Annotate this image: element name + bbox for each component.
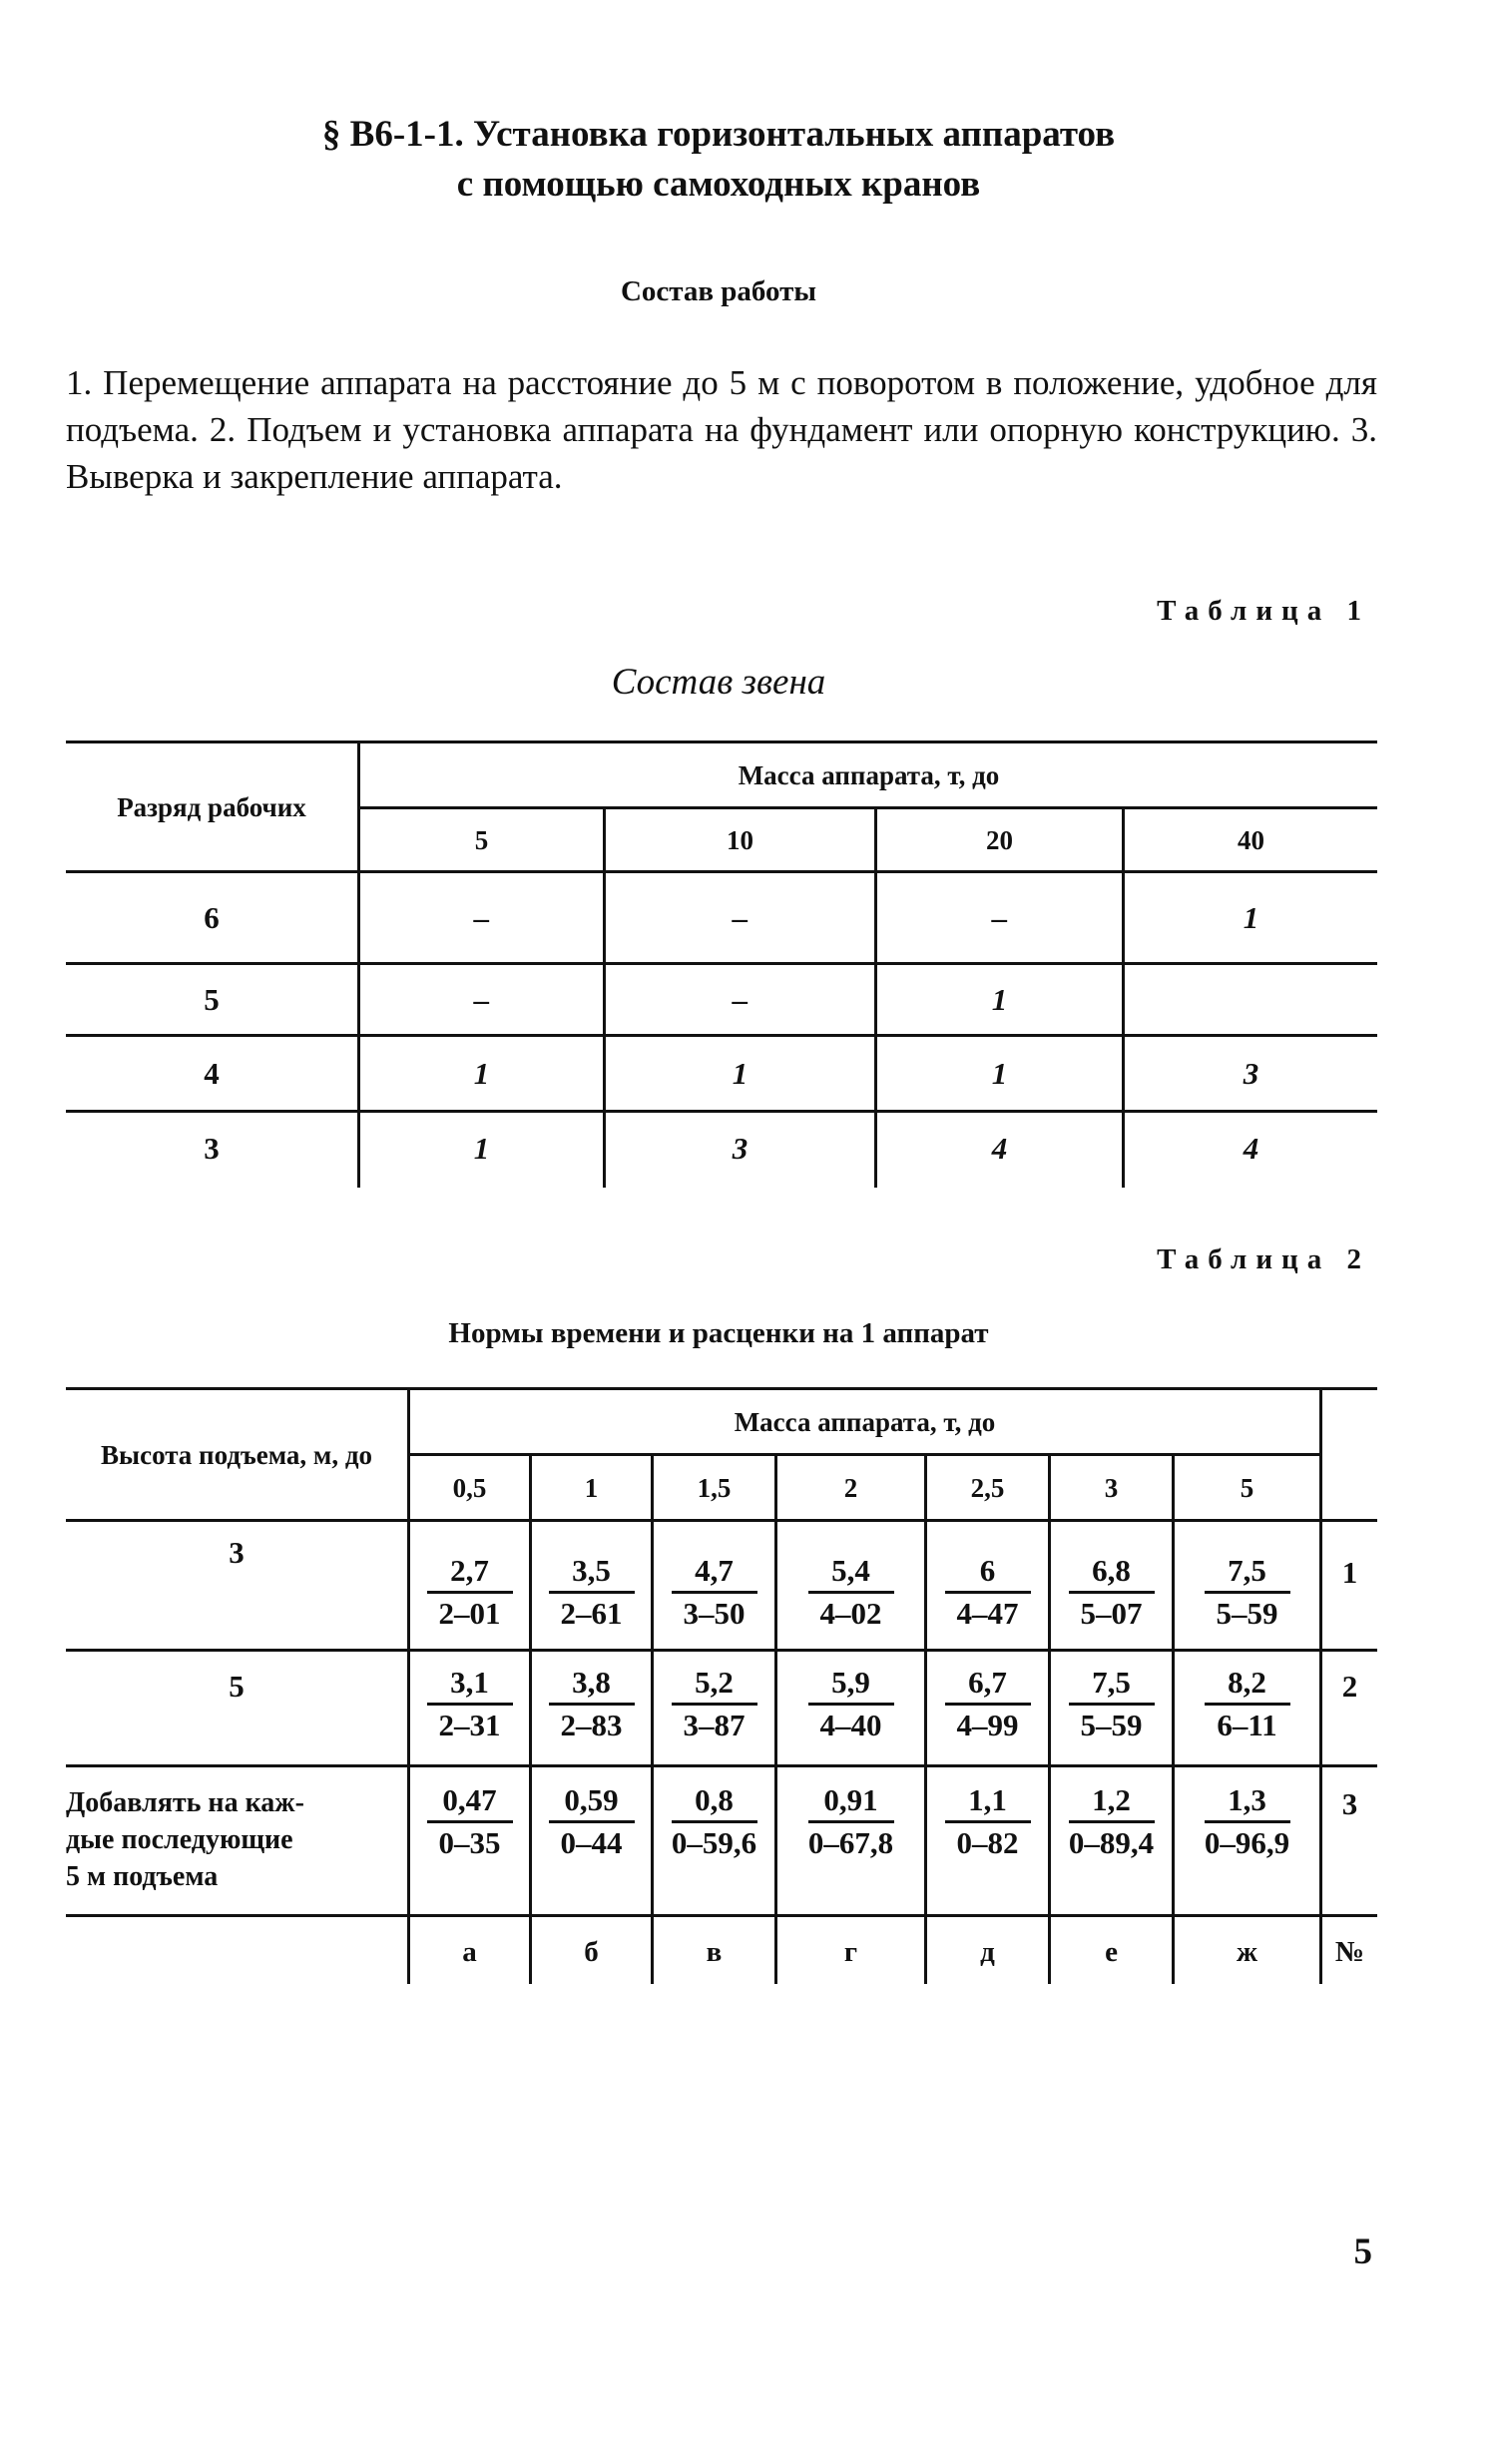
rate-cell: $\frac{7,5}{5-59}$ (1051, 1665, 1172, 1743)
rate-cell: $\frac{1,1}{0-82}$ (927, 1782, 1048, 1861)
table1-cell: 1 (991, 981, 1008, 1017)
table1-caption: Состав звена (611, 662, 826, 703)
table1-col-20: 20 (986, 824, 1013, 855)
row-number: 2 (1341, 1669, 1358, 1704)
table1-cell: 1 (473, 1131, 490, 1166)
table2-col: 1 (584, 1472, 599, 1503)
rate-cell: $\frac{2,7}{2-01}$ (410, 1553, 529, 1632)
rate-cell: $\frac{5,4}{4-02}$ (777, 1553, 924, 1632)
work-heading: Состав работы (620, 275, 817, 307)
table2-col: 2 (843, 1472, 858, 1503)
rate-cell: $\frac{4,7}{3-50}$ (654, 1553, 774, 1632)
table1-cell: – (732, 981, 748, 1017)
column-letter: ж (1236, 1936, 1258, 1968)
table1-group-header: Масса аппарата, т, до (738, 759, 1000, 790)
table2-row-header: Высота подъема, м, до (101, 1439, 372, 1470)
rate-cell: $\frac{1,2}{0-89,4}$ (1068, 1782, 1155, 1860)
section-title-line1: § В6-1-1. Установка горизонтальных аппаратов (321, 114, 1116, 155)
rate-cell: $\frac{0,47}{0-35}$ (410, 1782, 529, 1861)
table1-col-40: 40 (1238, 824, 1264, 855)
table1-cell: 1 (732, 1055, 748, 1091)
table1-grade-4: 4 (204, 1055, 220, 1091)
table1-grade-6: 6 (204, 899, 220, 935)
table2-additional-label: Добавлять на каж- дые последующие 5 м подъема (66, 1787, 304, 1892)
number-column-label: № (1334, 1936, 1365, 1968)
table1-label: Таблица 1 (1157, 595, 1370, 627)
table2-col: 0,5 (452, 1472, 487, 1503)
row-number: 1 (1341, 1555, 1358, 1590)
table2-col: 3 (1104, 1472, 1119, 1503)
table2-height-5: 5 (229, 1669, 245, 1704)
rate-cell: $\frac{5,2}{3-87}$ (654, 1665, 774, 1743)
table1-cell: 3 (1243, 1055, 1259, 1091)
table2-col: 1,5 (697, 1472, 732, 1503)
table1-grade-3: 3 (204, 1131, 220, 1166)
table1-cell (1125, 965, 1377, 1034)
table1-cell: 1 (1243, 899, 1259, 935)
rate-cell: $\frac{3,8}{2-83}$ (532, 1665, 651, 1743)
table1-grade-5: 5 (204, 981, 220, 1017)
column-letter: б (584, 1936, 599, 1968)
table1-col-10: 10 (727, 824, 753, 855)
column-letter: а (462, 1936, 477, 1968)
table1-cell: – (732, 899, 748, 935)
rate-cell: $\frac{6,8}{5-07}$ (1051, 1553, 1172, 1632)
table1-cell: – (473, 981, 490, 1017)
work-description: 1. Перемещение аппарата на расстояние до 5 м с поворотом в положение, удобное для подъема. 2. Подъем и установка аппарата на фундамент или опорную конструкцию. 3. Выверка и закрепление аппарата. (66, 363, 1377, 496)
section-title-line2: с помощью самоходных кранов (456, 164, 981, 205)
row-number: 3 (1341, 1786, 1358, 1821)
table1-cell: 1 (991, 1055, 1008, 1091)
rate-cell: $\frac{0,59}{0-44}$ (532, 1782, 651, 1861)
column-letter: д (980, 1936, 995, 1968)
table1-row-header: Разряд рабочих (117, 791, 306, 822)
table2-group-header: Масса аппарата, т, до (734, 1406, 996, 1437)
rate-cell: $\frac{7,5}{5-59}$ (1175, 1553, 1319, 1632)
table1-cell: – (473, 899, 490, 935)
rate-cell: $\frac{3,1}{2-31}$ (410, 1665, 529, 1743)
rate-cell: $\frac{6}{4-47}$ (927, 1553, 1048, 1632)
rate-cell: $\frac{6,7}{4-99}$ (927, 1665, 1048, 1743)
table1-cell: 4 (1243, 1131, 1259, 1166)
table1-cell: 4 (991, 1131, 1008, 1166)
table2-label: Таблица 2 (1157, 1243, 1370, 1275)
table1-cell: 1 (473, 1055, 490, 1091)
rate-cell: $\frac{5,9}{4-40}$ (777, 1665, 924, 1743)
table1-col-5: 5 (474, 824, 489, 855)
page-number: 5 (1353, 2231, 1372, 2272)
table2-col: 5 (1240, 1472, 1254, 1503)
table2-caption: Нормы времени и расценки на 1 аппарат (448, 1317, 989, 1349)
rate-cell: $\frac{1,3}{0-96,9}$ (1204, 1782, 1290, 1860)
rate-cell: $\frac{8,2}{6-11}$ (1175, 1665, 1319, 1743)
rate-cell: $\frac{0,91}{0-67,8}$ (807, 1782, 894, 1860)
table1-cell: 3 (732, 1131, 748, 1166)
column-letter: е (1105, 1936, 1118, 1968)
table1-cell: – (991, 899, 1008, 935)
column-letter: г (843, 1936, 858, 1968)
rate-cell: $\frac{0,8}{0-59,6}$ (671, 1782, 757, 1860)
table2-height-3: 3 (229, 1535, 245, 1570)
column-letter: в (706, 1936, 723, 1968)
rate-cell: $\frac{3,5}{2-61}$ (532, 1553, 651, 1632)
table2-col: 2,5 (970, 1472, 1005, 1503)
